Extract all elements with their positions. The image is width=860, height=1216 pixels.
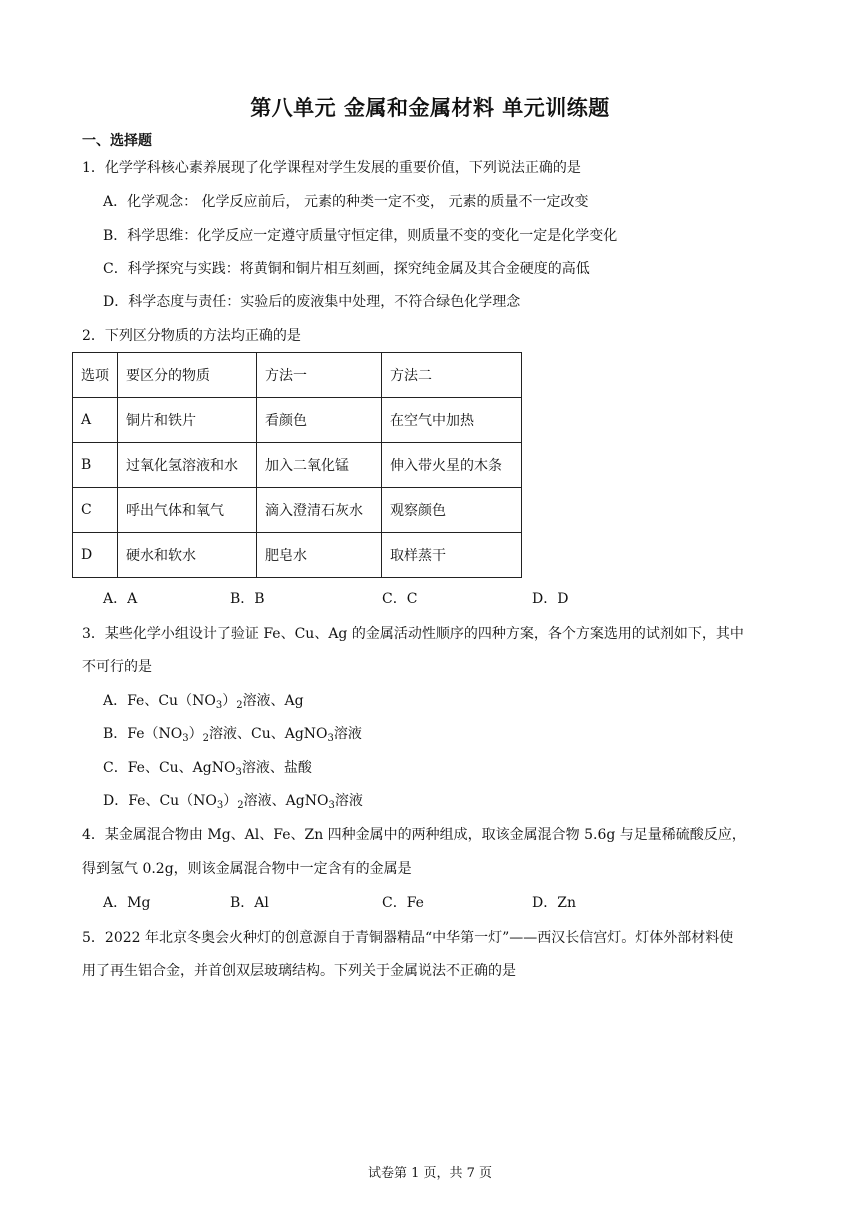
question-3-stem-line-2: 不可行的是 bbox=[82, 659, 152, 675]
question-1-option-c: C．科学探究与实践：将黄铜和铜片相互刻画，探究纯金属及其合金硬度的高低 bbox=[103, 261, 590, 277]
table-cell: B bbox=[73, 443, 118, 488]
table-cell: D bbox=[73, 533, 118, 578]
table-cell: 铜片和铁片 bbox=[118, 398, 257, 443]
table-row bbox=[73, 533, 522, 578]
table-row bbox=[73, 443, 522, 488]
table-header-row bbox=[73, 353, 522, 398]
question-4-option-b: B．Al bbox=[230, 895, 269, 911]
table-cell: A bbox=[73, 398, 118, 443]
page-title: 第八单元 金属和金属材料 单元训练题 bbox=[250, 96, 610, 120]
table-header-cell: 方法一 bbox=[257, 353, 382, 398]
question-3-stem-line-1: 3．某些化学小组设计了验证 Fe、Cu、Ag 的金属活动性顺序的四种方案，各个方案选用的试剂如下，其中 bbox=[82, 626, 744, 642]
table-cell: C bbox=[73, 488, 118, 533]
table-header-cell: 选项 bbox=[73, 353, 118, 398]
table-cell: 过氧化氢溶液和水 bbox=[118, 443, 257, 488]
question-3-option-b: B．$Fe(NO_3)_2$溶液、Cu、AgNO$_3$溶液 bbox=[103, 726, 362, 744]
question-5-stem-line-1: 5．2022 年北京冬奥会火种灯的创意源自于青铜器精品“中华第一灯”——西汉长信宫灯。灯体外部材料使 bbox=[82, 930, 734, 946]
question-4-stem-line-2: 得到氢气 0.2g，则该金属混合物中一定含有的金属是 bbox=[82, 861, 412, 877]
question-4-option-c: C．Fe bbox=[382, 895, 424, 911]
comparison-table bbox=[72, 352, 522, 578]
table-cell: 取样蒸干 bbox=[382, 533, 522, 578]
table-cell: 滴入澄清石灰水 bbox=[257, 488, 382, 533]
section-heading: 一、选择题 bbox=[82, 133, 152, 149]
question-4-stem-line-1: 4．某金属混合物由 Mg、Al、Fe、Zn 四种金属中的两种组成，取该金属混合物 5.6g 与足量稀硫酸反应， bbox=[82, 827, 746, 843]
question-5-stem-line-2: 用了再生铝合金，并首创双层玻璃结构。下列关于金属说法不正确的是 bbox=[82, 963, 516, 979]
question-2-option-b: B．B bbox=[230, 591, 265, 607]
table-cell: 呼出气体和氧气 bbox=[118, 488, 257, 533]
table-header-cell: 方法二 bbox=[382, 353, 522, 398]
table-row bbox=[73, 398, 522, 443]
question-2-option-d: D．D bbox=[532, 591, 569, 607]
table-cell: 加入二氧化锰 bbox=[257, 443, 382, 488]
table-cell: 肥皂水 bbox=[257, 533, 382, 578]
table-row bbox=[73, 488, 522, 533]
question-2-stem: 2．下列区分物质的方法均正确的是 bbox=[82, 328, 301, 344]
question-2-option-a: A．A bbox=[103, 591, 138, 607]
question-3-option-d: D．Fe、$Cu(NO_3)_2$溶液、AgNO$_3$溶液 bbox=[103, 793, 363, 811]
question-1-option-b: B．科学思维：化学反应一定遵守质量守恒定律，则质量不变的变化一定是化学变化 bbox=[103, 228, 618, 244]
table-cell: 伸入带火星的木条 bbox=[382, 443, 522, 488]
question-3-option-a: A．Fe、$Cu(NO_3)_2$溶液、Ag bbox=[103, 693, 304, 711]
table-cell: 在空气中加热 bbox=[382, 398, 522, 443]
table-cell: 硬水和软水 bbox=[118, 533, 257, 578]
question-4-option-a: A．Mg bbox=[103, 895, 151, 911]
question-1-option-a: A．化学观念： 化学反应前后， 元素的种类一定不变， 元素的质量不一定改变 bbox=[103, 194, 589, 210]
question-3-option-c: C．Fe、Cu、AgNO$_3$溶液、盐酸 bbox=[103, 760, 312, 778]
question-1-option-d: D．科学态度与责任：实验后的废液集中处理，不符合绿色化学理念 bbox=[103, 294, 521, 310]
table-cell: 看颜色 bbox=[257, 398, 382, 443]
question-4-option-d: D．Zn bbox=[532, 895, 576, 911]
question-1-stem: 1．化学学科核心素养展现了化学课程对学生发展的重要价值，下列说法正确的是 bbox=[82, 160, 581, 176]
table-header-cell: 要区分的物质 bbox=[118, 353, 257, 398]
page-footer: 试卷第 1 页，共 7 页 bbox=[367, 1166, 493, 1181]
table-cell: 观察颜色 bbox=[382, 488, 522, 533]
question-2-option-c: C．C bbox=[382, 591, 418, 607]
